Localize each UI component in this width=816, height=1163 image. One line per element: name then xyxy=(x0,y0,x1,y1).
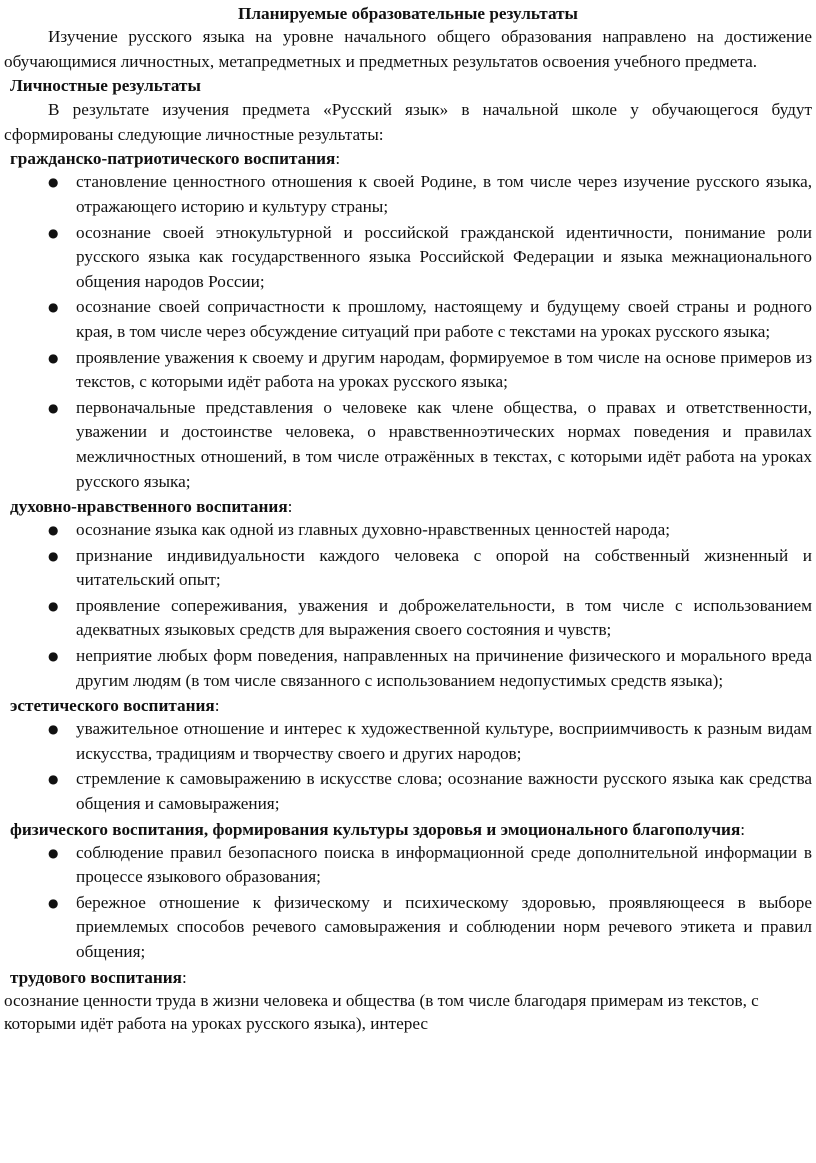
list-item xyxy=(48,717,812,766)
list-item-text: осознание своей сопричастности к прошлому, настоящему и будущему своей страны и родного края, в том числе через обсуждение ситуаций при работе с текстами на уроках русского языка; xyxy=(76,297,812,341)
list-item xyxy=(48,221,812,295)
bullet-icon: ● xyxy=(48,300,59,315)
intro-paragraph: Изучение русского языка на уровне начального общего образования направлено на достижение обучающимися личностных, метапредметных и предметных результатов освоения учебного предмета. xyxy=(4,27,812,71)
aesthetic-list xyxy=(4,717,812,816)
list-item xyxy=(48,346,812,395)
list-item-text: проявление уважения к своему и другим народам, формируемое в том числе на основе примеров из текстов, с которыми идёт работа на уроках русского языка; xyxy=(76,347,812,392)
group-label: гражданско-патриотического воспитания xyxy=(10,149,336,169)
list-item-text: становление ценностного отношения к своей Родине, в том числе через изучение русского языка, отражающего историю и культуру страны; xyxy=(76,172,812,216)
group-suffix: : xyxy=(181,967,187,987)
group-label: духовно-нравственного воспитания xyxy=(10,497,288,517)
list-item xyxy=(48,170,812,219)
group-suffix: : xyxy=(740,819,746,839)
group-heading-aesthetic xyxy=(4,694,812,717)
list-item-text: соблюдение правил безопасного поиска в информационной среде дополнительной информации в процессе языкового образования; xyxy=(76,842,812,887)
personal-results-heading: Личностные результаты xyxy=(10,76,201,96)
list-item xyxy=(48,644,812,693)
page-title: Планируемые образовательные результаты xyxy=(238,4,578,23)
bullet-icon: ● xyxy=(48,225,59,240)
bullet-icon: ● xyxy=(48,598,59,613)
list-item xyxy=(48,396,812,494)
list-item-text: осознание своей этнокультурной и российской гражданской идентичности, понимание роли русского языка как государственного языка Российской Федерации и языка межнационального общения народов России; xyxy=(76,222,812,291)
group-label: эстетического воспитания xyxy=(10,696,215,716)
list-item-text: бережное отношение к физическому и психическому здоровью, проявляющееся в выборе приемлемых способов речевого самовыражения и соблюдении норм речевого этикета и правил общения; xyxy=(76,892,812,961)
list-item-text: стремление к самовыражению в искусстве слова; осознание важности русского языка как средства общения и самовыражения; xyxy=(76,769,812,814)
list-item xyxy=(48,295,812,344)
bullet-icon: ● xyxy=(48,350,59,365)
list-item xyxy=(48,544,812,593)
bullet-icon: ● xyxy=(48,845,59,860)
group-heading-spiritual xyxy=(4,495,812,518)
bullet-icon: ● xyxy=(48,649,59,664)
list-item-text: проявление сопереживания, уважения и доброжелательности, в том числе с использованием адекватных языковых средств для выражения своего состояния и чувств; xyxy=(76,595,812,640)
list-item xyxy=(48,891,812,965)
list-item xyxy=(48,594,812,643)
list-item xyxy=(48,767,812,816)
bullet-icon: ● xyxy=(48,772,59,787)
list-item-text: осознание языка как одной из главных духовно-нравственных ценностей народа; xyxy=(76,520,671,540)
civic-list xyxy=(4,170,812,494)
physical-list xyxy=(4,841,812,965)
group-heading-physical xyxy=(4,818,812,841)
labor-text: осознание ценности труда в жизни человека и общества (в том числе благодаря примерам из текстов, с которыми идёт работа на уроках русского языка), интерес xyxy=(4,990,759,1033)
list-item xyxy=(48,841,812,890)
group-label: трудового воспитания xyxy=(10,967,182,987)
group-heading-labor xyxy=(4,966,812,989)
bullet-icon: ● xyxy=(48,722,59,737)
bullet-icon: ● xyxy=(48,548,59,563)
spiritual-list xyxy=(4,518,812,693)
list-item-text: неприятие любых форм поведения, направленных на причинение физического и морального вреда другим людям (в том числе связанного с использованием недопустимых средств языка); xyxy=(76,646,812,690)
group-suffix: : xyxy=(287,497,293,517)
personal-results-lead: В результате изучения предмета «Русский язык» в начальной школе у обучающегося будут сформированы следующие личностные результаты: xyxy=(4,100,812,144)
group-heading-civic xyxy=(4,147,812,170)
list-item-text: уважительное отношение и интерес к художественной культуре, восприимчивость к разным видам искусства, традициям и творчеству своего и других народов; xyxy=(76,719,812,763)
group-suffix: : xyxy=(214,696,220,716)
group-suffix: : xyxy=(335,149,341,169)
list-item-text: признание индивидуальности каждого человека с опорой на собственный жизненный и читательский опыт; xyxy=(76,545,812,590)
group-label: физического воспитания, формирования культуры здоровья и эмоционального благополучия xyxy=(10,819,741,839)
bullet-icon: ● xyxy=(48,523,59,538)
bullet-icon: ● xyxy=(48,175,59,190)
bullet-icon: ● xyxy=(48,400,59,415)
bullet-icon: ● xyxy=(48,895,59,910)
list-item xyxy=(48,518,812,543)
list-item-text: первоначальные представления о человеке как члене общества, о правах и ответственности, уважении и достоинстве человека, о нравственноэтических нормах поведения и правилах межличностных отношений, в том числе отражённых в текстах, с которыми идёт работа на уроках русского языка; xyxy=(76,397,812,491)
